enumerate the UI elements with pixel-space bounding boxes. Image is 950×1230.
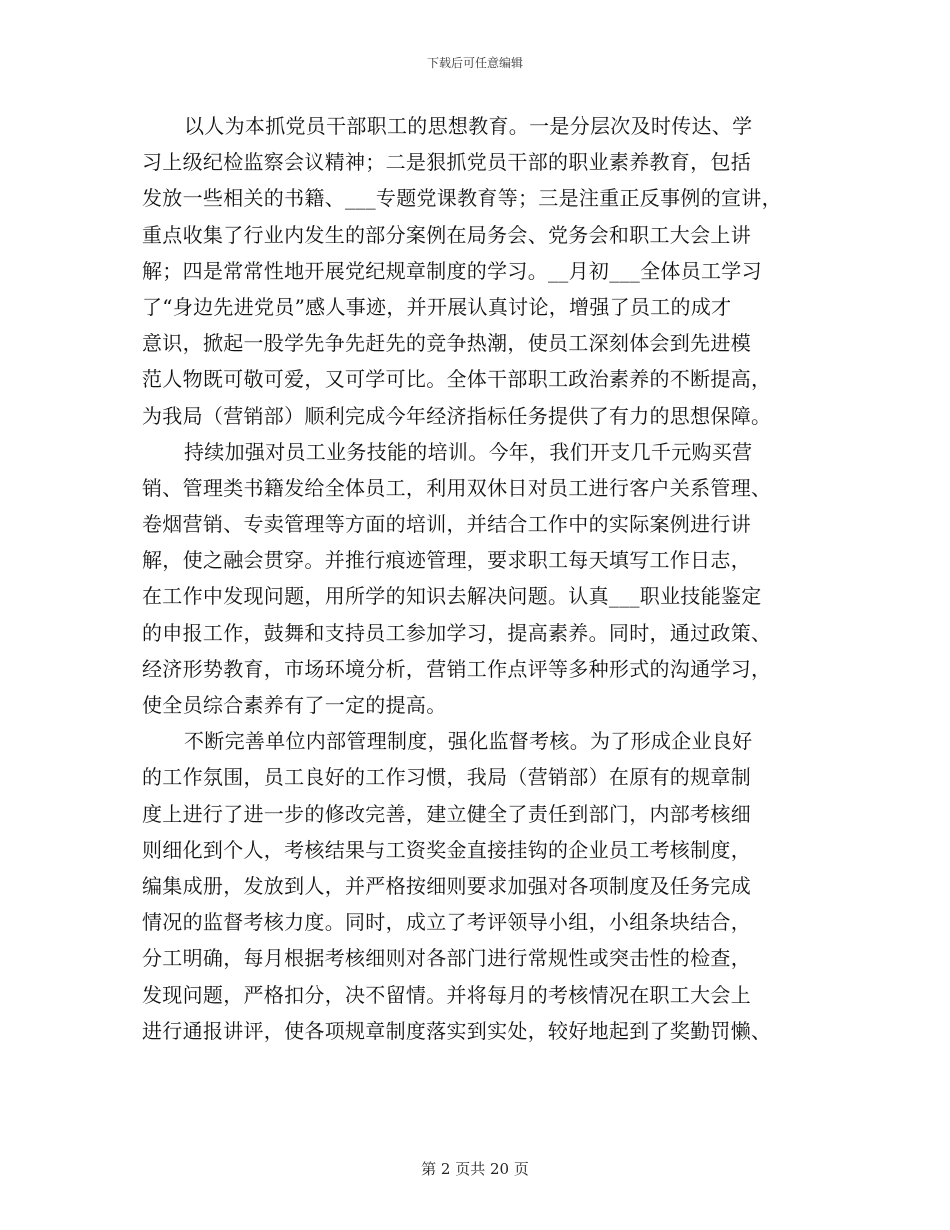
text-line: 解；四是常常性地开展党纪规章制度的学习。__月初___全体员工学习 (142, 258, 762, 283)
page-number: 第 2 页共 20 页 (421, 1160, 529, 1178)
paragraph-2 (142, 434, 814, 724)
text-line: 持续加强对员工业务技能的培训。今年，我们开支几千元购买营 (184, 439, 753, 464)
text-line: 经济形势教育，市场环境分析，营销工作点评等多种形式的沟通学习， (142, 656, 772, 681)
text-line: 不断完善单位内部管理制度，强化监督考核。为了形成企业良好 (184, 729, 753, 754)
text-line: 的工作氛围，员工良好的工作习惯，我局（营销部）在原有的规章制 (142, 765, 751, 790)
text-line: 卷烟营销、专卖管理等方面的培训，并结合工作中的实际案例进行讲 (142, 512, 751, 537)
text-line: 情况的监督考核力度。同时，成立了考评领导小组，小组条块结合， (142, 910, 751, 935)
text-line: 进行通报讲评，使各项规章制度落实到实处，较好地起到了奖勤罚懒、 (142, 1018, 772, 1043)
paragraph-1 (142, 108, 814, 434)
text-line: 则细化到个人，考核结果与工资奖金直接挂钩的企业员工考核制度， (142, 837, 751, 862)
text-line: 解，使之融会贯穿。并推行痕迹管理，要求职工每天填写工作日志， (142, 548, 751, 573)
text-line: 发放一些相关的书籍、___专题党课教育等；三是注重正反事例的宣讲， (142, 186, 782, 211)
text-line: 重点收集了行业内发生的部分案例在局务会、党务会和职工大会上讲 (142, 222, 751, 247)
text-line: 范人物既可敬可爱，又可学可比。全体干部职工政治素养的不断提高， (142, 367, 772, 392)
paragraph-3 (142, 723, 814, 1049)
text-line: 销、管理类书籍发给全体员工，利用双休日对员工进行客户关系管理、 (142, 475, 772, 500)
page-header: 下载后可任意编辑 (426, 56, 523, 70)
text-line: 编集成册，发放到人，并严格按细则要求加强对各项制度及任务完成 (142, 873, 751, 898)
text-line: 了“身边先进党员”感人事迹，并开展认真讨论，增强了员工的成才 (142, 294, 732, 319)
text-line: 以人为本抓党员干部职工的思想教育。一是分层次及时传达、学 (184, 114, 753, 138)
text-line: 意识，掀起一股学先争先赶先的竞争热潮，使员工深刻体会到先进模 (142, 331, 751, 356)
text-line: 为我局（营销部）顺利完成今年经济指标任务提供了有力的思想保障。 (142, 403, 772, 428)
text-line: 的申报工作，鼓舞和支持员工参加学习，提高素养。同时，通过政策、 (142, 620, 772, 645)
text-line: 发现问题，严格扣分，决不留情。并将每月的考核情况在职工大会上 (142, 982, 751, 1007)
text-line: 使全员综合素养有了一定的提高。 (142, 693, 447, 717)
text-line: 习上级纪检监察会议精神；二是狠抓党员干部的职业素养教育，包括 (142, 150, 751, 175)
text-line: 分工明确，每月根据考核细则对各部门进行常规性或突击性的检查， (142, 946, 751, 971)
text-line: 度上进行了进一步的修改完善，建立健全了责任到部门，内部考核细 (142, 801, 751, 826)
document-body (142, 108, 814, 1049)
text-line: 在工作中发现问题，用所学的知识去解决问题。认真___职业技能鉴定 (142, 584, 762, 609)
